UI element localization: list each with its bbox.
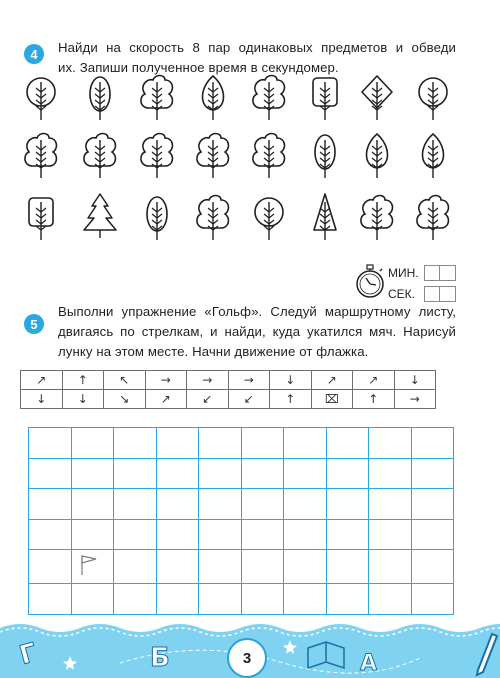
oval-tree-icon[interactable] xyxy=(147,197,167,240)
grid-cell[interactable] xyxy=(71,584,114,615)
route-arrow: ↓ xyxy=(21,390,63,409)
pointed-tree-icon[interactable] xyxy=(367,134,388,178)
diamond-tree-icon[interactable] xyxy=(362,76,392,120)
route-arrow: ↗ xyxy=(21,371,63,390)
grid-cell[interactable] xyxy=(29,550,72,584)
grid-cell[interactable] xyxy=(284,550,327,584)
grid-cell[interactable] xyxy=(71,519,114,550)
grid-cell[interactable] xyxy=(199,428,242,459)
bushy-tree-icon[interactable] xyxy=(417,196,449,241)
bushy-tree-icon[interactable] xyxy=(141,134,173,179)
round-tree-icon[interactable] xyxy=(255,198,283,240)
grid-cell[interactable] xyxy=(284,458,327,489)
grid-cell[interactable] xyxy=(114,428,157,459)
route-arrow: ↘ xyxy=(104,390,146,409)
grid-cell[interactable] xyxy=(156,519,199,550)
grid-cell[interactable] xyxy=(326,584,369,615)
grid-cell[interactable] xyxy=(241,428,284,459)
page-number: 3 xyxy=(227,638,267,678)
minutes-field[interactable] xyxy=(424,265,456,281)
route-row xyxy=(21,371,436,390)
grid-cell[interactable] xyxy=(284,519,327,550)
bushy-tree-icon[interactable] xyxy=(141,76,173,121)
oval-tree-icon[interactable] xyxy=(315,135,335,178)
route-arrow: ↗ xyxy=(311,371,353,390)
grid-cell[interactable] xyxy=(114,550,157,584)
route-arrow: ↑ xyxy=(62,371,104,390)
grid-cell[interactable] xyxy=(156,584,199,615)
grid-cell[interactable] xyxy=(114,489,157,520)
task-5-line-3: лунку на этом месте. Начни движение от флажка. xyxy=(58,344,369,359)
route-arrow: → xyxy=(394,390,436,409)
fir-tree-icon[interactable] xyxy=(84,194,116,238)
route-arrow: ↑ xyxy=(353,390,395,409)
grid-cell[interactable] xyxy=(114,519,157,550)
grid-row xyxy=(29,519,454,550)
grid-cell[interactable] xyxy=(29,458,72,489)
seconds-label: СЕК. xyxy=(388,287,415,301)
grid-row xyxy=(29,458,454,489)
route-arrow: ↑ xyxy=(270,390,312,409)
grid-cell[interactable] xyxy=(411,458,454,489)
bushy-tree-icon[interactable] xyxy=(25,134,57,179)
route-arrow: ↙ xyxy=(228,390,270,409)
footer-letter-g: Г xyxy=(16,637,41,672)
grid-cell[interactable] xyxy=(241,584,284,615)
route-arrow: ↙ xyxy=(187,390,229,409)
stopwatch-icon xyxy=(354,260,386,300)
grid-cell[interactable] xyxy=(156,489,199,520)
route-arrow: ↓ xyxy=(62,390,104,409)
route-arrow: ↓ xyxy=(270,371,312,390)
grid-row xyxy=(29,584,454,615)
grid-cell[interactable] xyxy=(241,489,284,520)
grid-cell[interactable] xyxy=(71,458,114,489)
grid-cell[interactable] xyxy=(284,428,327,459)
grid-cell[interactable] xyxy=(284,489,327,520)
seconds-field[interactable] xyxy=(424,286,456,302)
route-arrow: → xyxy=(228,371,270,390)
grid-row xyxy=(29,550,454,584)
grid-cell[interactable] xyxy=(199,458,242,489)
grid-cell[interactable] xyxy=(369,428,412,459)
grid-cell[interactable] xyxy=(199,519,242,550)
grid-cell[interactable] xyxy=(411,489,454,520)
route-arrow: ↓ xyxy=(394,371,436,390)
grid-cell[interactable] xyxy=(411,550,454,584)
grid-cell[interactable] xyxy=(369,584,412,615)
grid-cell[interactable] xyxy=(71,489,114,520)
grid-cell[interactable] xyxy=(326,428,369,459)
route-row xyxy=(21,390,436,409)
bushy-tree-icon[interactable] xyxy=(253,134,285,179)
bushy-tree-icon[interactable] xyxy=(197,196,229,241)
flag-icon xyxy=(72,550,112,578)
bushy-tree-icon[interactable] xyxy=(197,134,229,179)
grid-cell[interactable] xyxy=(411,584,454,615)
route-arrow: → xyxy=(145,371,187,390)
route-sheet xyxy=(20,370,436,409)
bushy-tree-icon[interactable] xyxy=(84,134,116,179)
grid-cell[interactable] xyxy=(71,550,114,584)
grid-cell[interactable] xyxy=(114,458,157,489)
round-tree-icon[interactable] xyxy=(27,78,55,120)
grid-cell[interactable] xyxy=(156,550,199,584)
task-4-number: 4 xyxy=(24,44,44,64)
grid-cell[interactable] xyxy=(156,428,199,459)
grid-cell[interactable] xyxy=(411,519,454,550)
bushy-tree-icon[interactable] xyxy=(253,76,285,121)
grid-cell[interactable] xyxy=(29,428,72,459)
grid-cell[interactable] xyxy=(241,550,284,584)
tree-grid xyxy=(20,72,460,262)
route-arrow: → xyxy=(187,371,229,390)
route-arrow: ↗ xyxy=(145,390,187,409)
oval-tree-icon[interactable] xyxy=(90,77,110,120)
round-tree-icon[interactable] xyxy=(419,78,447,120)
grid-cell[interactable] xyxy=(369,519,412,550)
route-arrow: ↖ xyxy=(104,371,146,390)
grid-cell[interactable] xyxy=(241,458,284,489)
grid-cell[interactable] xyxy=(199,550,242,584)
grid-cell[interactable] xyxy=(29,584,72,615)
grid-cell[interactable] xyxy=(199,489,242,520)
grid-cell[interactable] xyxy=(156,458,199,489)
grid-row xyxy=(29,428,454,459)
footer-letter-a: А xyxy=(360,651,378,676)
grid-cell[interactable] xyxy=(411,428,454,459)
footer-letter-b: Б xyxy=(150,643,170,673)
grid-cell[interactable] xyxy=(326,519,369,550)
task-5-line-2: двигаясь по стрелкам, и найди, куда укатился мяч. Нарисуй xyxy=(58,324,456,339)
grid-cell[interactable] xyxy=(241,519,284,550)
golf-grid[interactable] xyxy=(28,427,454,615)
grid-cell[interactable] xyxy=(29,489,72,520)
grid-cell[interactable] xyxy=(326,458,369,489)
route-arrow: ↗ xyxy=(353,371,395,390)
spire-tree-icon[interactable] xyxy=(314,194,336,240)
task-5-number: 5 xyxy=(24,314,44,334)
grid-cell[interactable] xyxy=(284,584,327,615)
stopwatch-panel xyxy=(354,260,464,304)
grid-cell[interactable] xyxy=(326,489,369,520)
pointed-tree-icon[interactable] xyxy=(203,76,224,120)
bushy-tree-icon[interactable] xyxy=(361,196,393,241)
square-tree-icon[interactable] xyxy=(313,78,337,120)
grid-cell[interactable] xyxy=(114,584,157,615)
task-5-text xyxy=(58,302,456,362)
grid-cell[interactable] xyxy=(326,550,369,584)
square-tree-icon[interactable] xyxy=(29,198,53,240)
task-4-line-2: их. Запиши полученное время в секундомер. xyxy=(58,60,339,75)
grid-row xyxy=(29,489,454,520)
pointed-tree-icon[interactable] xyxy=(423,134,444,178)
route-arrow: ⌧ xyxy=(311,390,353,409)
task-5-line-1: Выполни упражнение «Гольф». Следуй маршрутному листу, xyxy=(58,304,456,319)
grid-cell[interactable] xyxy=(199,584,242,615)
task-4-line-1: Найди на скорость 8 пар одинаковых предметов и обведи xyxy=(58,40,456,55)
grid-cell[interactable] xyxy=(29,519,72,550)
grid-cell[interactable] xyxy=(369,550,412,584)
grid-cell[interactable] xyxy=(71,428,114,459)
minutes-label: МИН. xyxy=(388,266,419,280)
grid-cell[interactable] xyxy=(369,458,412,489)
grid-cell[interactable] xyxy=(369,489,412,520)
